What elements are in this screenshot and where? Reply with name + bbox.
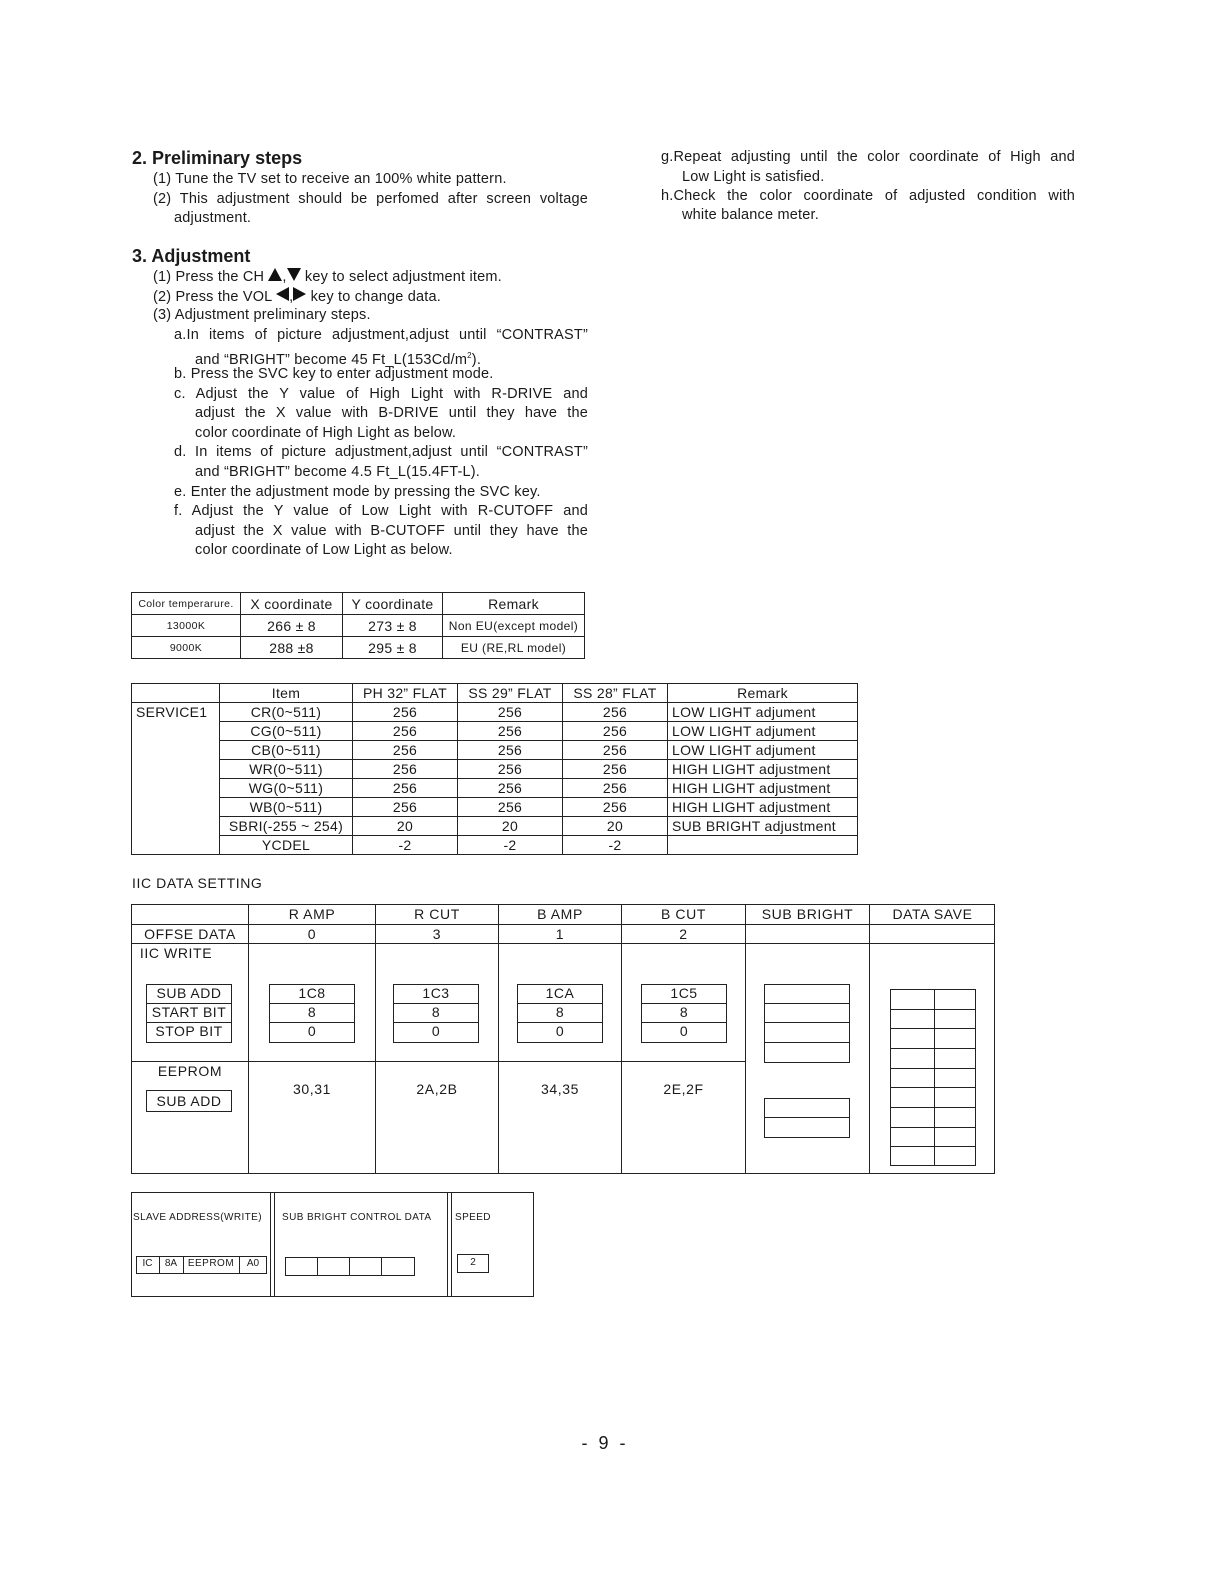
adjust-h-line1: h.Check the color coordinate of adjusted condition with <box>661 188 1075 204</box>
cell-ph32: 256 <box>353 779 458 798</box>
r-cut-start-bit: 8 <box>393 1003 479 1023</box>
iic-vline <box>869 904 870 1174</box>
section-heading-adjustment: 3. Adjustment <box>132 246 251 266</box>
cell-remark: HIGH LIGHT adjustment <box>668 798 858 817</box>
cell-ss29: -2 <box>458 836 563 855</box>
cell-ph32: 20 <box>353 817 458 836</box>
header-remark: Remark <box>443 593 585 615</box>
sub-bright-eeprom-box <box>764 1117 850 1138</box>
r-cut-sub-add: 1C3 <box>393 984 479 1004</box>
prelim-step-2-line1: (2) This adjustment should be perfomed after screen voltage <box>153 191 588 207</box>
eeprom-r-amp: 30,31 <box>292 1081 332 1097</box>
iic-vline <box>745 904 746 1174</box>
adjust-step-2-post: key to change data. <box>310 289 441 305</box>
slave-frame <box>131 1192 534 1297</box>
data-save-grid-line <box>890 1048 976 1049</box>
iic-vline <box>498 904 499 1174</box>
adjust-step-2-sep: , <box>289 289 294 305</box>
cell-ss29: 256 <box>458 779 563 798</box>
superscript-2: 2 <box>467 351 472 360</box>
header-remark: Remark <box>668 684 858 703</box>
adjust-step-2-pre: (2) Press the VOL <box>153 289 272 305</box>
slave-address-label: SLAVE ADDRESS(WRITE) <box>133 1212 262 1223</box>
b-cut-sub-add: 1C5 <box>641 984 727 1004</box>
cell-ss29: 256 <box>458 798 563 817</box>
cell-temp: 9000K <box>132 637 241 659</box>
header-b-amp: B AMP <box>537 906 583 922</box>
data-save-grid-line <box>934 989 935 1166</box>
sub-bright-cell-line <box>349 1257 350 1276</box>
header-ph32: PH 32” FLAT <box>353 684 458 703</box>
sub-bright-control-label: SUB BRIGHT CONTROL DATA <box>282 1212 432 1223</box>
cell-remark: LOW LIGHT adjument <box>668 741 858 760</box>
cell-item: CB(0~511) <box>220 741 353 760</box>
cell-ss28: 256 <box>563 722 668 741</box>
adjust-h-line2: white balance meter. <box>682 207 819 223</box>
data-save-grid-line <box>890 1068 976 1069</box>
adjust-step-1-pre: (1) Press the CH <box>153 269 265 285</box>
cell-item: CG(0~511) <box>220 722 353 741</box>
b-cut-start-bit: 8 <box>641 1003 727 1023</box>
iic-vline <box>248 904 249 1174</box>
r-amp-stop-bit: 0 <box>269 1022 355 1043</box>
eeprom-sub-add-label: SUB ADD <box>146 1090 232 1112</box>
cell-remark: EU (RE,RL model) <box>443 637 585 659</box>
ch-down-icon <box>287 268 301 281</box>
header-data-save: DATA SAVE <box>892 906 973 922</box>
cell-ss28: 256 <box>563 741 668 760</box>
cell-ss29: 256 <box>458 741 563 760</box>
cell-ss28: 256 <box>563 703 668 722</box>
slave-eeprom-value: A0 <box>246 1258 260 1269</box>
cell-ss28: 256 <box>563 779 668 798</box>
cell-x: 266 ± 8 <box>241 615 343 637</box>
cell-ss28: 256 <box>563 760 668 779</box>
sub-bright-box <box>764 1042 850 1063</box>
speed-label: SPEED <box>455 1212 491 1223</box>
cell-remark: HIGH LIGHT adjustment <box>668 779 858 798</box>
adjust-d-line2: and “BRIGHT” become 4.5 Ft_L(15.4FT-L). <box>195 464 481 480</box>
r-amp-sub-add: 1C8 <box>269 984 355 1004</box>
adjust-c-line3: color coordinate of High Light as below. <box>195 425 457 441</box>
iic-vline <box>621 904 622 1174</box>
cell-x: 288 ±8 <box>241 637 343 659</box>
adjust-f-line2: adjust the X value with B-CUTOFF until they have the <box>195 523 588 539</box>
cell-remark: SUB BRIGHT adjustment <box>668 817 858 836</box>
sub-bright-cell-line <box>317 1257 318 1276</box>
adjust-step-1-post: key to select adjustment item. <box>304 269 502 285</box>
cell-item: YCDEL <box>220 836 353 855</box>
cell-remark <box>668 836 858 855</box>
cell-ph32: 256 <box>353 798 458 817</box>
cell-y: 295 ± 8 <box>343 637 443 659</box>
data-save-grid-line <box>890 1127 976 1128</box>
cell-item: WR(0~511) <box>220 760 353 779</box>
sub-bright-cell-line <box>381 1257 382 1276</box>
adjust-e: e. Enter the adjustment mode by pressing the SVC key. <box>174 484 541 500</box>
b-cut-stop-bit: 0 <box>641 1022 727 1043</box>
iic-hline <box>131 943 995 944</box>
prelim-step-1: (1) Tune the TV set to receive an 100% white pattern. <box>153 171 507 187</box>
service-group-label: SERVICE1 <box>132 703 220 855</box>
cell-ss29: 256 <box>458 760 563 779</box>
data-save-grid-line <box>890 1107 976 1108</box>
sub-add-label: SUB ADD <box>146 984 232 1004</box>
iic-hline <box>131 924 995 925</box>
sub-bright-eeprom-box <box>764 1098 850 1118</box>
cell-item: SBRI(-255 ~ 254) <box>220 817 353 836</box>
cell-ph32: 256 <box>353 760 458 779</box>
prelim-step-2-line2: adjustment. <box>174 210 252 226</box>
header-color-temp: Color temperarure. <box>132 593 241 615</box>
adjust-c-line2: adjust the X value with B-DRIVE until they have the <box>195 405 588 421</box>
cell-y: 273 ± 8 <box>343 615 443 637</box>
adjust-a-line2-end: ). <box>471 351 482 368</box>
cell-ss29: 256 <box>458 703 563 722</box>
data-save-grid-line <box>890 1087 976 1088</box>
cell-temp: 13000K <box>132 615 241 637</box>
start-bit-label: START BIT <box>146 1003 232 1023</box>
service-table <box>131 683 858 855</box>
sub-bright-box <box>764 984 850 1004</box>
header-r-amp: R AMP <box>288 906 336 922</box>
section-heading-preliminary: 2. Preliminary steps <box>132 148 303 168</box>
adjust-a-line1: a.In items of picture adjustment,adjust until “CONTRAST” <box>174 327 588 343</box>
header-b-cut: B CUT <box>661 906 706 922</box>
slave-eeprom-label: EEPROM <box>187 1258 235 1269</box>
offset-label: OFFSE DATA <box>144 926 236 942</box>
data-save-grid-line <box>890 1009 976 1010</box>
sub-bright-box <box>764 1003 850 1023</box>
color-temperature-table <box>131 592 585 659</box>
stop-bit-label: STOP BIT <box>146 1022 232 1043</box>
cell-ph32: 256 <box>353 722 458 741</box>
offset-b-amp: 1 <box>555 926 565 942</box>
offset-r-cut: 3 <box>432 926 442 942</box>
slave-divider <box>274 1192 275 1297</box>
header-y-coordinate: Y coordinate <box>343 593 443 615</box>
adjust-step-2 <box>153 287 441 308</box>
cell-remark: HIGH LIGHT adjustment <box>668 760 858 779</box>
cell-item: WG(0~511) <box>220 779 353 798</box>
r-cut-stop-bit: 0 <box>393 1022 479 1043</box>
iic-write-label: IIC WRITE <box>139 945 213 961</box>
adjust-d-line1: d. In items of picture adjustment,adjust until “CONTRAST” <box>174 444 588 460</box>
cell-ph32: -2 <box>353 836 458 855</box>
adjust-step-1-sep: , <box>282 269 287 285</box>
adjust-g-line1: g.Repeat adjusting until the color coordinate of High and <box>661 149 1075 165</box>
page-number: - 9 - <box>581 1433 629 1453</box>
slave-ic-value: 8A <box>164 1258 178 1269</box>
iic-hline <box>131 1061 745 1062</box>
adjust-f-line3: color coordinate of Low Light as below. <box>195 542 453 558</box>
slave-divider <box>270 1192 271 1297</box>
eeprom-r-cut: 2A,2B <box>416 1081 458 1097</box>
speed-value: 2 <box>470 1257 476 1268</box>
data-save-grid-line <box>890 1146 976 1147</box>
cell-ss29: 256 <box>458 722 563 741</box>
header-sub-bright: SUB BRIGHT <box>761 906 854 922</box>
sub-bright-control-cells <box>285 1257 415 1276</box>
iic-vline <box>375 904 376 1174</box>
slave-divider <box>447 1192 448 1297</box>
adjust-g-line2: Low Light is satisfied. <box>682 169 825 185</box>
data-save-grid-line <box>890 1028 976 1029</box>
cell-ss29: 20 <box>458 817 563 836</box>
b-amp-start-bit: 8 <box>517 1003 603 1023</box>
b-amp-stop-bit: 0 <box>517 1022 603 1043</box>
cell-item: WB(0~511) <box>220 798 353 817</box>
cell-ss28: 256 <box>563 798 668 817</box>
eeprom-b-cut: 2E,2F <box>663 1081 704 1097</box>
vol-left-icon <box>276 287 289 301</box>
offset-r-amp: 0 <box>307 926 317 942</box>
data-save-grid <box>890 989 976 1166</box>
adjust-f-line1: f. Adjust the Y value of Low Light with R-CUTOFF and <box>174 503 588 519</box>
cell-remark: LOW LIGHT adjument <box>668 703 858 722</box>
header-ss29: SS 29” FLAT <box>458 684 563 703</box>
vol-right-icon <box>293 287 306 301</box>
cell-remark: LOW LIGHT adjument <box>668 722 858 741</box>
header-x-coordinate: X coordinate <box>241 593 343 615</box>
slave-divider <box>451 1192 452 1297</box>
slave-ic-label: IC <box>142 1258 153 1269</box>
offset-b-cut: 2 <box>679 926 688 942</box>
sub-bright-box <box>764 1022 850 1043</box>
adjust-step-3: (3) Adjustment preliminary steps. <box>153 307 371 323</box>
cell-ph32: 256 <box>353 741 458 760</box>
r-amp-start-bit: 8 <box>269 1003 355 1023</box>
header-ss28: SS 28” FLAT <box>563 684 668 703</box>
cell-remark: Non EU(except model) <box>443 615 585 637</box>
cell-item: CR(0~511) <box>220 703 353 722</box>
cell-ph32: 256 <box>353 703 458 722</box>
header-item: Item <box>220 684 353 703</box>
header-r-cut: R CUT <box>414 906 460 922</box>
eeprom-b-amp: 34,35 <box>540 1081 580 1097</box>
adjust-c-line1: c. Adjust the Y value of High Light with R-DRIVE and <box>174 386 588 402</box>
header-blank <box>132 684 220 703</box>
b-amp-sub-add: 1CA <box>517 984 603 1004</box>
adjust-a-line2-text: and “BRIGHT” become 45 Ft_L(153Cd/m <box>195 351 468 368</box>
cell-ss28: -2 <box>563 836 668 855</box>
adjust-step-1 <box>153 268 502 288</box>
eeprom-label: EEPROM <box>157 1063 223 1079</box>
adjust-b: b. Press the SVC key to enter adjustment mode. <box>174 366 494 382</box>
iic-title: IIC DATA SETTING <box>132 875 263 891</box>
cell-ss28: 20 <box>563 817 668 836</box>
ch-up-icon <box>268 268 282 281</box>
